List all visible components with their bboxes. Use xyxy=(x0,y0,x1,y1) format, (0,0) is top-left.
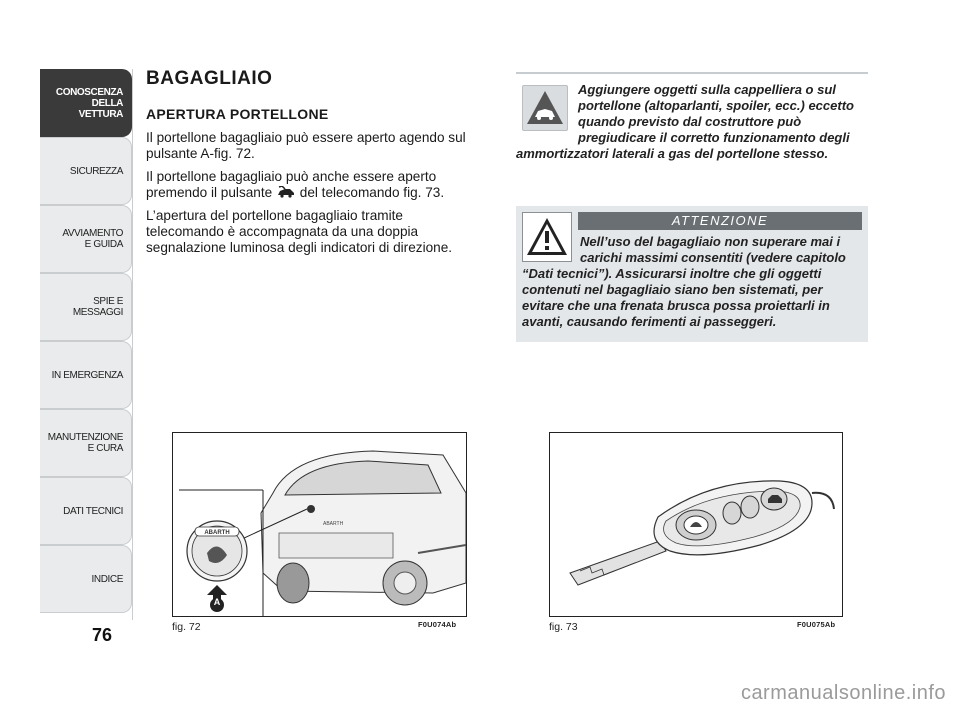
warning-header: ATTENZIONE xyxy=(578,212,862,230)
tab-conoscenza-della-vettura[interactable] xyxy=(40,69,132,137)
paragraph: L’apertura del portellone bagagliaio tramite telecomando è accompagnata da una doppia segnalazione luminosa degli indicatori di direzione. xyxy=(146,208,453,255)
figure-73-remote-key xyxy=(549,432,843,617)
figure-73-code: F0U075Ab xyxy=(797,620,836,629)
remote-key-illustration xyxy=(550,433,842,616)
tab-in-emergenza[interactable] xyxy=(40,341,132,409)
notes-column xyxy=(516,72,868,342)
tab-label: INDICE xyxy=(91,573,123,585)
warning-box xyxy=(516,206,868,342)
section-title: BAGAGLIAIO xyxy=(146,68,273,89)
tab-label: MANUTENZIONE E CURA xyxy=(47,432,123,454)
note-text: Aggiungere oggetti sulla cappelliera o sul portellone (altoparlanti, spoiler, ecc.) eccetto quando previsto dal costruttore può pregiudicare il corretto funzionamento degli ammortizzatori laterali a gas del portellone stesso. xyxy=(516,82,854,161)
sidebar-divider xyxy=(132,69,133,620)
svg-text:ABARTH: ABARTH xyxy=(323,521,344,527)
tab-sicurezza[interactable] xyxy=(40,137,132,205)
svg-text:ABARTH: ABARTH xyxy=(204,530,230,536)
tab-label: CONOSCENZA DELLA VETTURA xyxy=(55,86,123,120)
subsection-title: APERTURA PORTELLONE xyxy=(146,106,329,122)
paragraph: Il portellone bagagliaio può essere aperto agendo sul pulsante A-fig. 72. xyxy=(146,130,466,161)
tab-dati-tecnici[interactable] xyxy=(40,477,132,545)
sidebar-tabs xyxy=(40,69,132,613)
figure-72-caption: fig. 72 xyxy=(172,621,201,633)
note-box xyxy=(516,82,868,162)
tab-label: IN EMERGENZA xyxy=(51,369,123,381)
main-content xyxy=(146,68,476,263)
warning-text: Nell’uso del bagagliaio non superare mai i carichi massimi consentiti (vedere capitolo “Dati tecnici”). Assicurarsi inoltre che gli oggetti contenuti nel bagagliaio siano ben sistemati, per evitare che una frenata brusca possa proiettarli in avanti, causando ferimenti ai passeggeri. xyxy=(522,234,846,329)
tab-avviamento-e-guida[interactable] xyxy=(40,205,132,273)
page-number: 76 xyxy=(92,625,113,645)
tab-label: SICUREZZA xyxy=(69,165,123,177)
car-warning-icon xyxy=(522,85,568,131)
warning-triangle-icon xyxy=(522,212,572,262)
tab-spie-e-messaggi[interactable] xyxy=(40,273,132,341)
figure-73-caption: fig. 73 xyxy=(549,621,578,633)
tab-label: DATI TECNICI xyxy=(63,505,123,517)
figure-72-car-rear xyxy=(172,432,467,617)
car-rear-illustration xyxy=(173,433,466,616)
tab-label: SPIE E MESSAGGI xyxy=(72,296,123,318)
paragraph-with-icon: Il portellone bagagliaio può anche essere aperto premendo il pulsante del telecomando fig. 73. xyxy=(146,169,445,200)
tab-label: AVVIAMENTO E GUIDA xyxy=(62,228,123,250)
watermark: carmanualsonline.info xyxy=(740,682,946,704)
trunk-open-icon xyxy=(276,186,296,198)
callout-a: A xyxy=(213,597,221,607)
figure-72-code: F0U074Ab xyxy=(418,620,457,629)
tab-indice[interactable] xyxy=(40,545,132,613)
tab-manutenzione-e-cura[interactable] xyxy=(40,409,132,477)
divider xyxy=(516,72,868,74)
